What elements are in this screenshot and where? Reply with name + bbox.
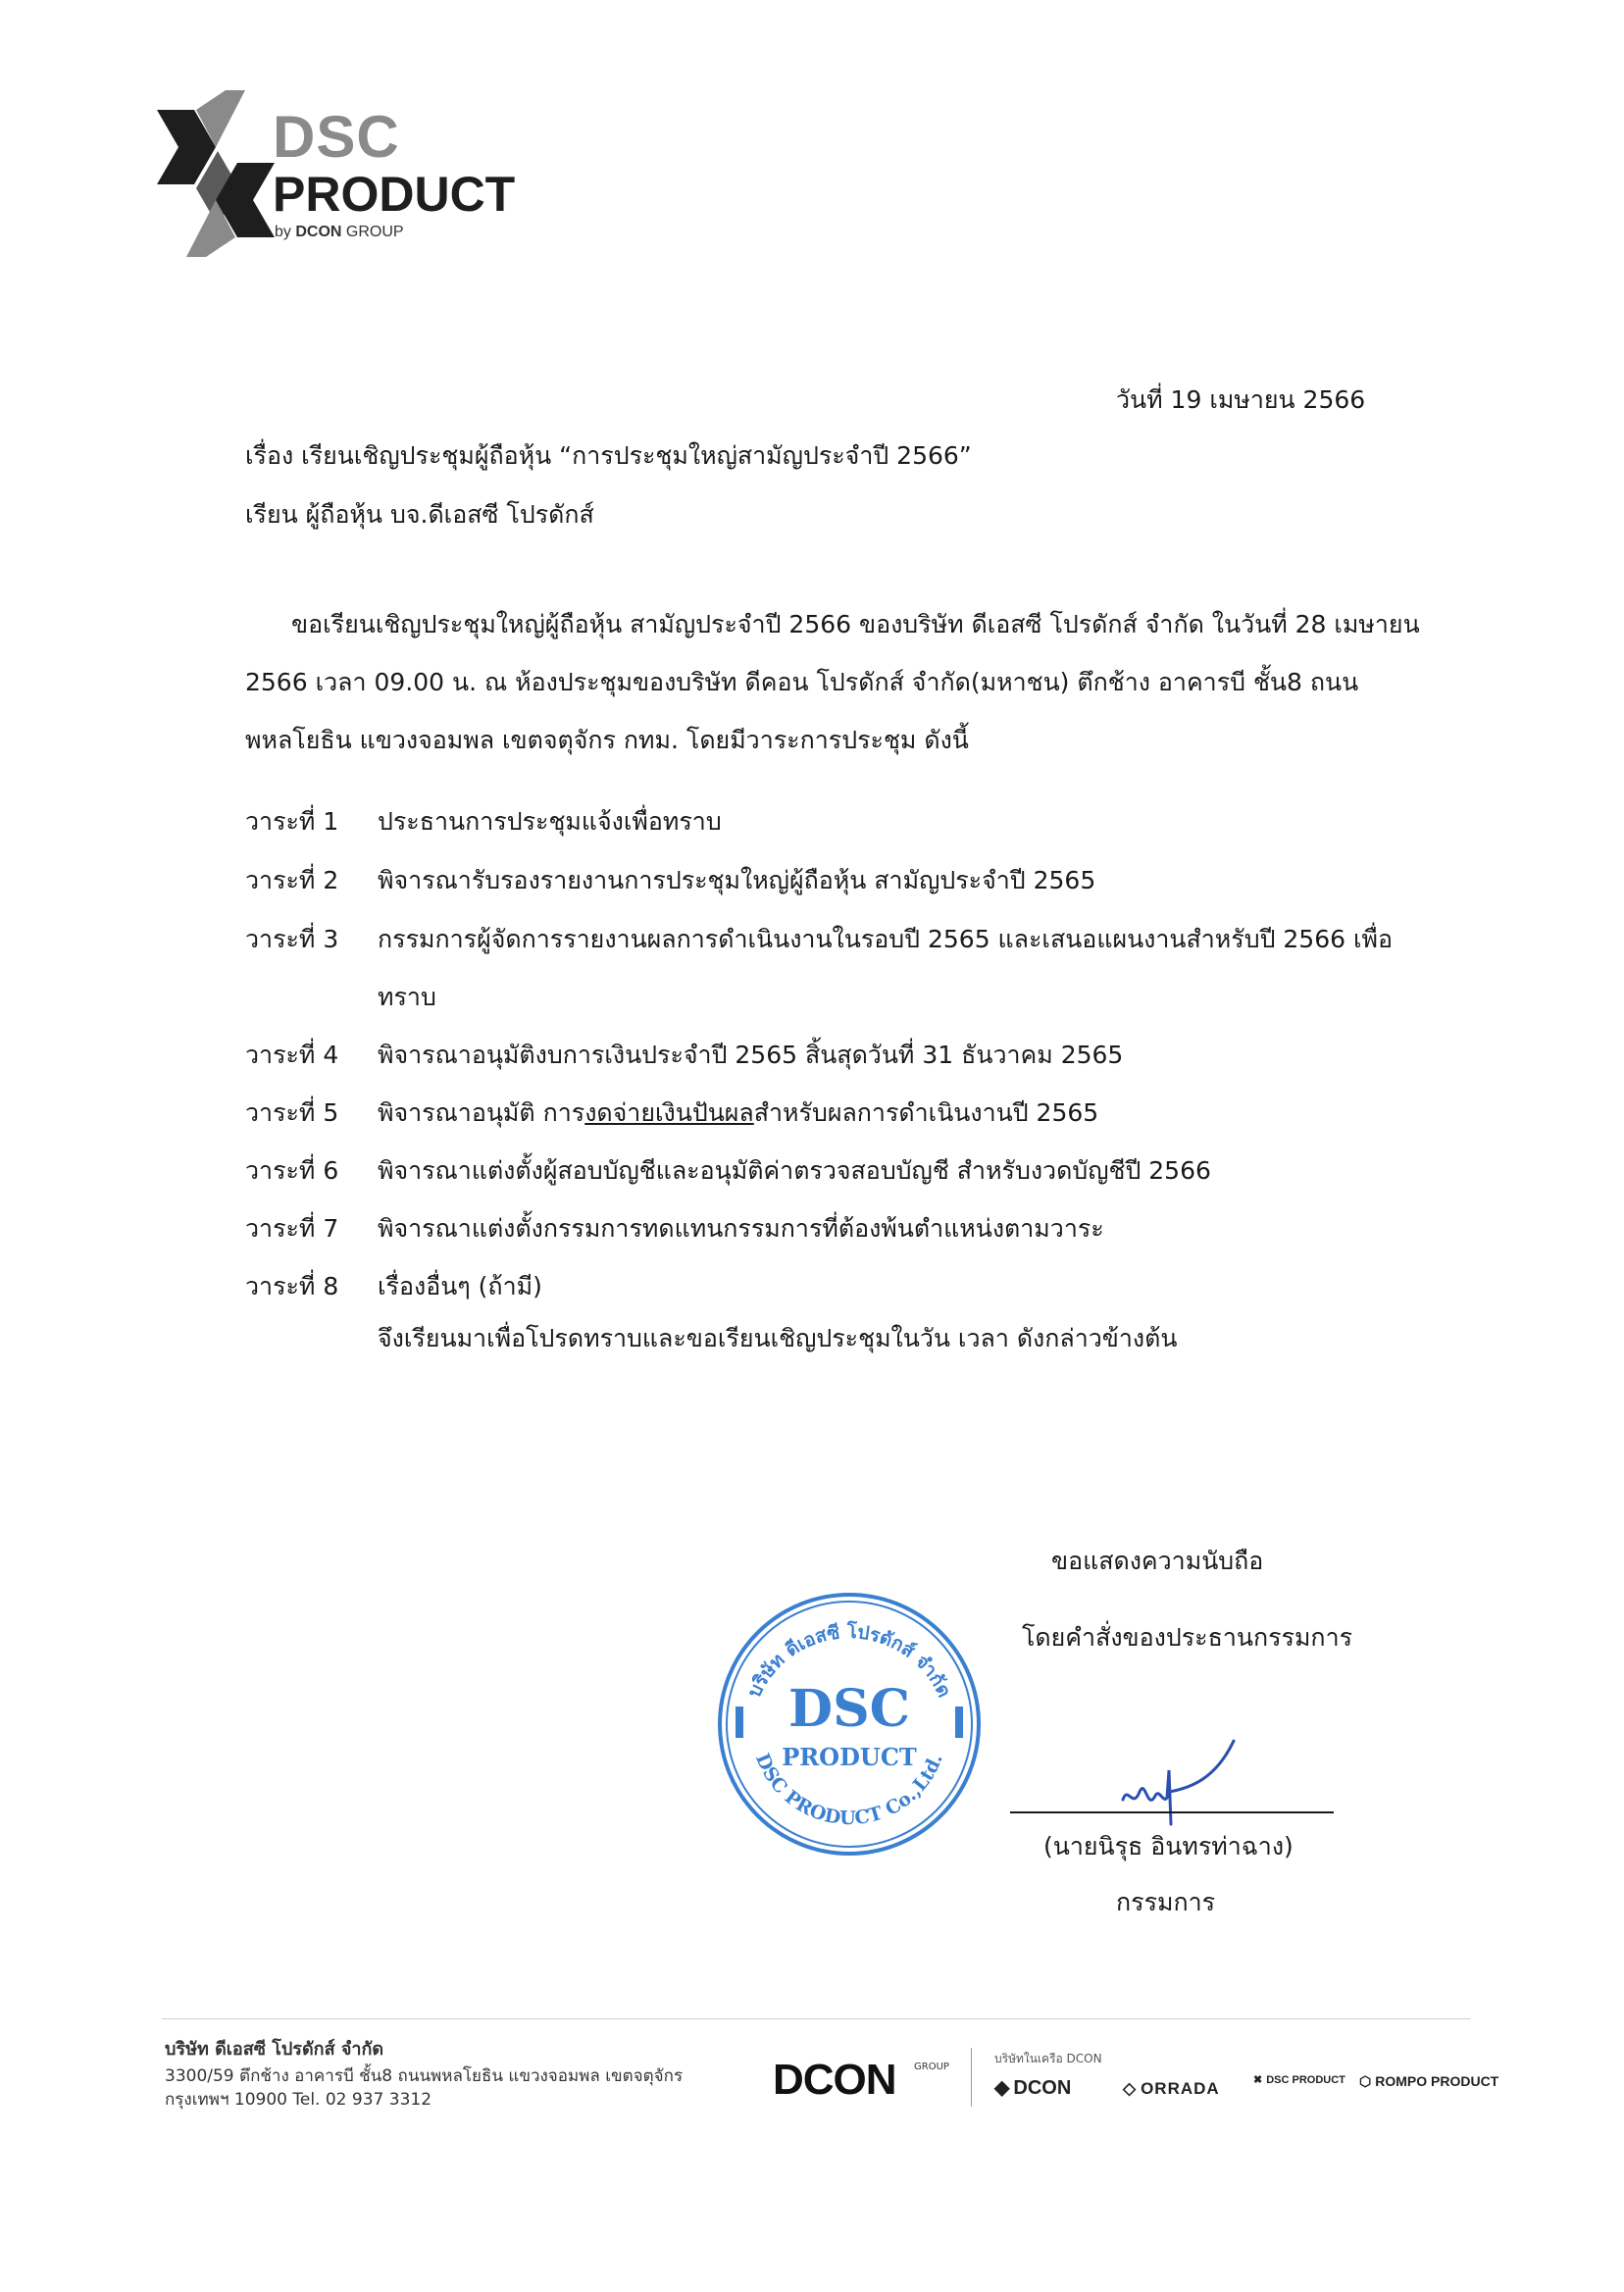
signature-icon (1108, 1731, 1255, 1829)
footer-divider (162, 2018, 1471, 2019)
dcon-chevron-icon: ◆ (994, 2077, 1010, 2099)
brand-dcon-label: DCON (1013, 2077, 1072, 2099)
logo-product-text: PRODUCT (273, 167, 516, 222)
agenda-text-post: สำหรับผลการดำเนินงานปี 2565 (753, 1098, 1099, 1127)
footer-address-line: กรุงเทพฯ 10900 Tel. 02 937 3312 (165, 2090, 432, 2110)
brand-rompo-product (1359, 2073, 1498, 2090)
logo-group-name: DCON (295, 224, 342, 240)
agenda-item-text: พิจารณารับรองรายงานการประชุมใหญ่ผู้ถือหุ้น สามัญประจำปี 2565 (378, 866, 1096, 894)
brand-rompo-label: ROMPO PRODUCT (1375, 2073, 1499, 2089)
agenda-item-text: เรื่องอื่นๆ (ถ้ามี) (378, 1272, 542, 1300)
agenda-label: วาระที่ 7 (245, 1214, 339, 1243)
agenda-item-text: พิจารณาแต่งตั้งกรรมการทดแทนกรรมการที่ต้องพ้นตำแหน่งตามวาระ (378, 1214, 1104, 1243)
logo-group-suffix: GROUP (345, 224, 404, 240)
letter-subject: เรื่อง เรียนเชิญประชุมผู้ถือหุ้น “การประชุมใหญ่สามัญประจำปี 2566” (245, 441, 972, 470)
letter-salutation: เรียน ผู้ถือหุ้น บจ.ดีเอสซี โปรดักส์ (245, 500, 594, 529)
brand-dsc-label: DSC PRODUCT (1266, 2074, 1345, 2086)
letter-date: วันที่ 19 เมษายน 2566 (1116, 385, 1366, 414)
footer-address-line: 3300/59 ตึกช้าง อาคารบี ชั้น8 ถนนพหลโยธิน แขวงจอมพล เขตจตุจักร (165, 2066, 684, 2086)
brand-dcon (994, 2075, 1071, 2100)
signer-title: กรรมการ (1116, 1888, 1216, 1916)
logo-dsc-text: DSC (273, 104, 400, 170)
stamp-top-text: บริษัท ดีเอสซี โปรดักส์ จำกัด (743, 1620, 955, 1702)
footer-company-name: บริษัท ดีเอสซี โปรดักส์ จำกัด (165, 2039, 384, 2060)
footer-brand-divider (971, 2048, 972, 2107)
agenda-item-text: พิจารณาแต่งตั้งผู้สอบบัญชีและอนุมัติค่าตรวจสอบบัญชี สำหรับงวดบัญชีปี 2566 (378, 1156, 1211, 1185)
footer-dcon-group-suffix: GROUP (914, 2062, 949, 2072)
brand-orrada-label: ORRADA (1141, 2079, 1220, 2098)
dsc-logo-mark-icon (157, 90, 275, 257)
intro-line: ขอเรียนเชิญประชุมใหญ่ผู้ถือหุ้น สามัญประจำปี 2566 ของบริษัท ดีเอสซี โปรดักส์ จำกัด ในวันที่ 28 เมษายน (291, 610, 1420, 638)
agenda-label: วาระที่ 3 (245, 925, 339, 953)
stamp-center-mark: DSC (787, 1679, 911, 1739)
closing-line: จึงเรียนมาเพื่อโปรดทราบและขอเรียนเชิญประชุมในวัน เวลา ดังกล่าวข้างต้น (378, 1324, 1178, 1352)
by-order-line: โดยคำสั่งของประธานกรรมการ (1022, 1623, 1353, 1652)
brand-dsc-product (1253, 2073, 1345, 2086)
rompo-hexagon-icon: ⬡ (1359, 2073, 1372, 2089)
company-stamp-icon (714, 1589, 985, 1859)
agenda-item-text-continued: ทราบ (378, 983, 436, 1011)
stamp-bottom-text: DSC PRODUCT Co.,Ltd. (751, 1750, 947, 1830)
footer-network-caption: บริษัทในเครือ DCON (994, 2052, 1102, 2065)
intro-line: 2566 เวลา 09.00 น. ณ ห้องประชุมของบริษัท ดีคอน โปรดักส์ จำกัด(มหาชน) ตึกช้าง อาคารบี ชั้น8 ถนน (245, 668, 1359, 696)
logo-byline (275, 224, 404, 241)
agenda-label: วาระที่ 4 (245, 1041, 339, 1069)
brand-orrada (1123, 2079, 1220, 2099)
agenda-text-pre: พิจารณาอนุมัติ การ (378, 1098, 585, 1127)
agenda-item-text: พิจารณาอนุมัติงบการเงินประจำปี 2565 สิ้นสุดวันที่ 31 ธันวาคม 2565 (378, 1041, 1124, 1069)
intro-line: พหลโยธิน แขวงจอมพล เขตจตุจักร กทม. โดยมีวาระการประชุม ดังนี้ (245, 726, 969, 754)
agenda-item-text: กรรมการผู้จัดการรายงานผลการดำเนินงานในรอบปี 2565 และเสนอแผนงานสำหรับปี 2566 เพื่อ (378, 925, 1394, 953)
agenda-label: วาระที่ 8 (245, 1272, 339, 1300)
regards-line: ขอแสดงความนับถือ (1051, 1547, 1264, 1575)
agenda-label: วาระที่ 1 (245, 807, 339, 836)
logo-by-word: by (275, 224, 291, 240)
agenda-label: วาระที่ 6 (245, 1156, 339, 1185)
dsc-mini-mark-icon: ✖ (1253, 2074, 1263, 2086)
agenda-item-text: ประธานการประชุมแจ้งเพื่อทราบ (378, 807, 722, 836)
agenda-item-text (378, 1094, 1098, 1133)
footer-dcon-logo: DCON (773, 2056, 896, 2104)
agenda-label: วาระที่ 2 (245, 866, 339, 894)
signer-name: (นายนิรุธ อินทรท่าฉาง) (1043, 1832, 1294, 1860)
stamp-center-word: PRODUCT (782, 1743, 917, 1771)
signature-line (1010, 1811, 1334, 1813)
agenda-label: วาระที่ 5 (245, 1098, 339, 1127)
agenda-text-underlined: งดจ่ายเงินปันผล (584, 1098, 754, 1127)
orrada-diamond-icon: ◇ (1123, 2079, 1138, 2098)
